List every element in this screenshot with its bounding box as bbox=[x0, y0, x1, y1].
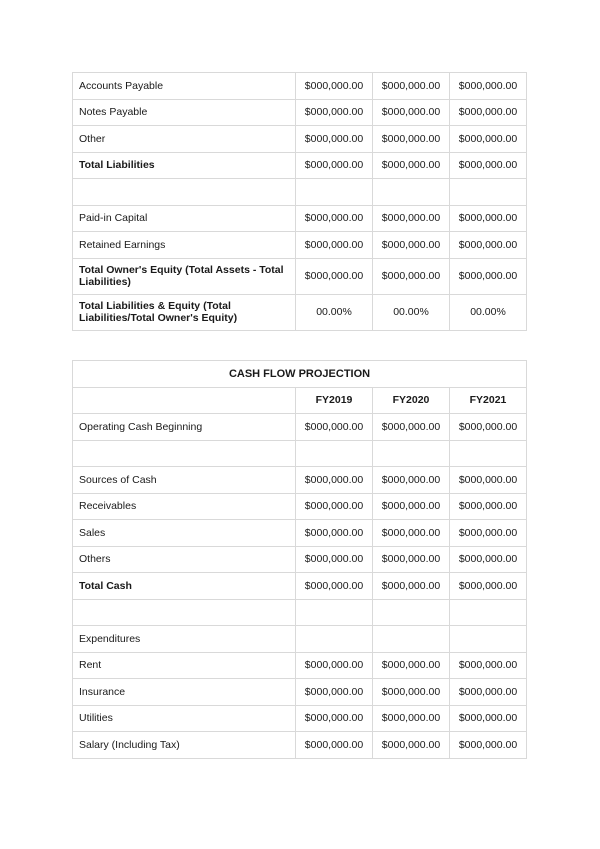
row-value: $000,000.00 bbox=[450, 705, 527, 732]
cash-flow-table bbox=[72, 360, 527, 759]
row-label: Notes Payable bbox=[73, 99, 296, 126]
balance-sheet-body bbox=[73, 73, 527, 331]
row-label: Operating Cash Beginning bbox=[73, 414, 296, 441]
row-value bbox=[296, 179, 373, 206]
row-value: $000,000.00 bbox=[373, 126, 450, 153]
table-row bbox=[73, 232, 527, 259]
row-value: $000,000.00 bbox=[450, 520, 527, 547]
table-row bbox=[73, 126, 527, 153]
row-label: Expenditures bbox=[73, 626, 296, 653]
row-value: $000,000.00 bbox=[296, 705, 373, 732]
header-blank bbox=[73, 387, 296, 414]
row-value: $000,000.00 bbox=[296, 232, 373, 259]
row-value: $000,000.00 bbox=[373, 573, 450, 600]
table-row bbox=[73, 440, 527, 467]
row-value: $000,000.00 bbox=[450, 573, 527, 600]
row-value: $000,000.00 bbox=[373, 520, 450, 547]
row-value bbox=[373, 179, 450, 206]
table-row bbox=[73, 179, 527, 206]
row-value: $000,000.00 bbox=[373, 232, 450, 259]
row-value bbox=[450, 626, 527, 653]
row-value: $000,000.00 bbox=[450, 546, 527, 573]
header-fy2021: FY2021 bbox=[450, 387, 527, 414]
row-value: $000,000.00 bbox=[373, 73, 450, 100]
table-row bbox=[73, 573, 527, 600]
row-value: $000,000.00 bbox=[296, 732, 373, 759]
row-value: $000,000.00 bbox=[296, 520, 373, 547]
header-fy2020: FY2020 bbox=[373, 387, 450, 414]
table-row bbox=[73, 73, 527, 100]
row-value bbox=[373, 626, 450, 653]
row-label: Salary (Including Tax) bbox=[73, 732, 296, 759]
table-row bbox=[73, 679, 527, 706]
row-value: $000,000.00 bbox=[373, 467, 450, 494]
table-row bbox=[73, 493, 527, 520]
row-label: Utilities bbox=[73, 705, 296, 732]
table-row bbox=[73, 467, 527, 494]
row-value bbox=[450, 599, 527, 626]
row-value: $000,000.00 bbox=[373, 652, 450, 679]
row-label: Total Cash bbox=[73, 573, 296, 600]
row-label: Paid-in Capital bbox=[73, 205, 296, 232]
row-value bbox=[296, 599, 373, 626]
row-value: $000,000.00 bbox=[296, 573, 373, 600]
row-value: $000,000.00 bbox=[296, 152, 373, 179]
row-label: Other bbox=[73, 126, 296, 153]
table-row bbox=[73, 414, 527, 441]
table-row bbox=[73, 99, 527, 126]
row-value: $000,000.00 bbox=[450, 414, 527, 441]
row-value: $000,000.00 bbox=[296, 414, 373, 441]
table-row bbox=[73, 294, 527, 330]
row-value: $000,000.00 bbox=[450, 152, 527, 179]
row-label bbox=[73, 599, 296, 626]
row-value: $000,000.00 bbox=[450, 258, 527, 294]
row-value: $000,000.00 bbox=[373, 414, 450, 441]
header-fy2019: FY2019 bbox=[296, 387, 373, 414]
table-row bbox=[73, 546, 527, 573]
row-value: $000,000.00 bbox=[373, 732, 450, 759]
row-value: $000,000.00 bbox=[296, 652, 373, 679]
row-value: $000,000.00 bbox=[296, 679, 373, 706]
row-value: $000,000.00 bbox=[450, 679, 527, 706]
row-value: $000,000.00 bbox=[296, 99, 373, 126]
row-value: $000,000.00 bbox=[373, 705, 450, 732]
row-label: Receivables bbox=[73, 493, 296, 520]
table-row bbox=[73, 705, 527, 732]
row-value: $000,000.00 bbox=[450, 126, 527, 153]
row-value: $000,000.00 bbox=[296, 73, 373, 100]
row-value: $000,000.00 bbox=[296, 493, 373, 520]
row-label: Rent bbox=[73, 652, 296, 679]
row-value: $000,000.00 bbox=[450, 205, 527, 232]
row-value bbox=[450, 179, 527, 206]
row-value bbox=[373, 440, 450, 467]
row-value: $000,000.00 bbox=[373, 493, 450, 520]
row-value bbox=[450, 440, 527, 467]
row-value: $000,000.00 bbox=[450, 652, 527, 679]
table-row bbox=[73, 626, 527, 653]
row-value: $000,000.00 bbox=[450, 99, 527, 126]
row-label: Total Liabilities bbox=[73, 152, 296, 179]
row-label bbox=[73, 179, 296, 206]
cash-flow-body bbox=[73, 361, 527, 759]
table-row bbox=[73, 652, 527, 679]
row-label: Sources of Cash bbox=[73, 467, 296, 494]
row-value: $000,000.00 bbox=[296, 467, 373, 494]
row-value: $000,000.00 bbox=[450, 232, 527, 259]
table-row bbox=[73, 205, 527, 232]
row-label bbox=[73, 440, 296, 467]
row-value: $000,000.00 bbox=[373, 152, 450, 179]
row-label: Insurance bbox=[73, 679, 296, 706]
row-value: 00.00% bbox=[450, 294, 527, 330]
row-label: Total Owner's Equity (Total Assets - Total Liabilities) bbox=[73, 258, 296, 294]
row-label: Sales bbox=[73, 520, 296, 547]
row-value: $000,000.00 bbox=[450, 732, 527, 759]
row-value: $000,000.00 bbox=[373, 679, 450, 706]
table-row bbox=[73, 599, 527, 626]
balance-sheet-table bbox=[72, 72, 527, 331]
row-label: Total Liabilities & Equity (Total Liabilities/Total Owner's Equity) bbox=[73, 294, 296, 330]
row-value: $000,000.00 bbox=[373, 205, 450, 232]
cash-flow-title: CASH FLOW PROJECTION bbox=[73, 361, 527, 388]
row-label: Others bbox=[73, 546, 296, 573]
row-value: $000,000.00 bbox=[296, 258, 373, 294]
row-value: $000,000.00 bbox=[296, 126, 373, 153]
table-row bbox=[73, 152, 527, 179]
row-value bbox=[296, 440, 373, 467]
row-value: $000,000.00 bbox=[296, 546, 373, 573]
row-value: $000,000.00 bbox=[373, 99, 450, 126]
row-value bbox=[296, 626, 373, 653]
cash-flow-header-row bbox=[73, 387, 527, 414]
table-row bbox=[73, 520, 527, 547]
row-value: $000,000.00 bbox=[450, 467, 527, 494]
row-value: $000,000.00 bbox=[296, 205, 373, 232]
table-row bbox=[73, 258, 527, 294]
row-value: $000,000.00 bbox=[373, 258, 450, 294]
row-label: Retained Earnings bbox=[73, 232, 296, 259]
row-value: 00.00% bbox=[373, 294, 450, 330]
row-value: $000,000.00 bbox=[450, 73, 527, 100]
row-value: 00.00% bbox=[296, 294, 373, 330]
row-value: $000,000.00 bbox=[373, 546, 450, 573]
cash-flow-title-row bbox=[73, 361, 527, 388]
row-label: Accounts Payable bbox=[73, 73, 296, 100]
table-row bbox=[73, 732, 527, 759]
row-value bbox=[373, 599, 450, 626]
row-value: $000,000.00 bbox=[450, 493, 527, 520]
